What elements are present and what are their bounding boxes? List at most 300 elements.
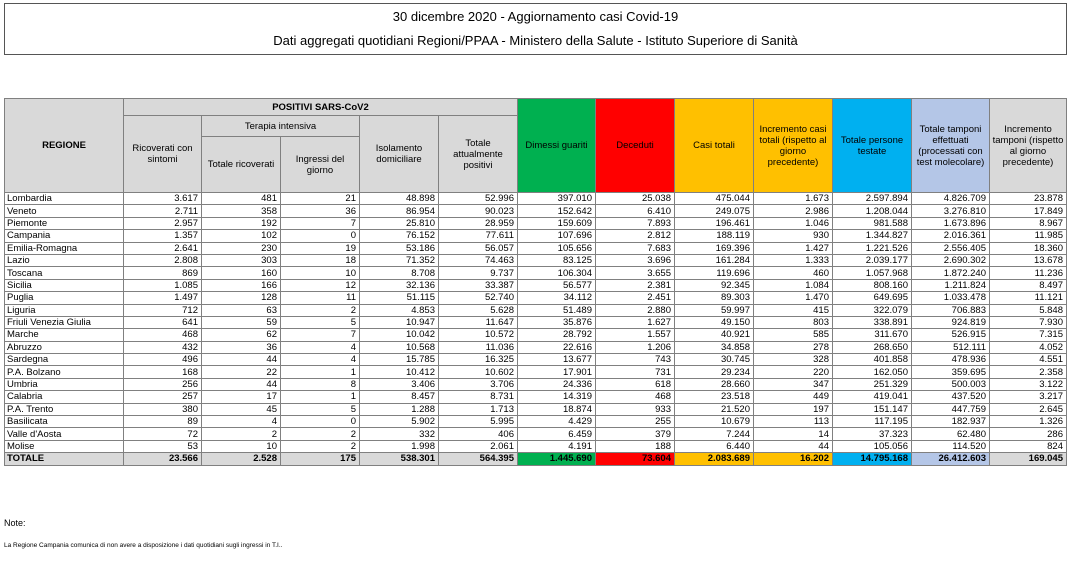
value-cell: 52.740 (439, 292, 518, 304)
table-row (5, 341, 1067, 353)
value-cell: 5.995 (439, 416, 518, 428)
value-cell: 2.812 (596, 230, 675, 242)
value-cell: 332 (360, 428, 439, 440)
value-cell: 1.998 (360, 440, 439, 452)
value-cell: 432 (124, 341, 202, 353)
value-cell: 45 (202, 403, 281, 415)
value-cell: 1 (281, 391, 360, 403)
value-cell: 37.323 (833, 428, 912, 440)
value-cell: 71.352 (360, 254, 439, 266)
value-cell: 397.010 (518, 193, 596, 205)
value-cell: 105.056 (833, 440, 912, 452)
value-cell: 28.792 (518, 329, 596, 341)
total-value-cell: 1.445.690 (518, 453, 596, 465)
table-row (5, 230, 1067, 242)
value-cell: 44 (754, 440, 833, 452)
value-cell: 256 (124, 378, 202, 390)
table-row (5, 205, 1067, 217)
value-cell: 2 (281, 428, 360, 440)
total-value-cell: 564.395 (439, 453, 518, 465)
value-cell: 197 (754, 403, 833, 415)
region-name-cell: Umbria (5, 378, 124, 390)
value-cell: 1.211.824 (912, 279, 990, 291)
table-row (5, 267, 1067, 279)
value-cell: 255 (596, 416, 675, 428)
value-cell: 13.677 (518, 354, 596, 366)
value-cell: 359.695 (912, 366, 990, 378)
value-cell: 8.708 (360, 267, 439, 279)
value-cell: 17.849 (990, 205, 1067, 217)
header-ricoverati: Ricoverati con sintomi (124, 116, 202, 193)
value-cell: 18.360 (990, 242, 1067, 254)
value-cell: 3.217 (990, 391, 1067, 403)
value-cell: 649.695 (833, 292, 912, 304)
value-cell: 114.520 (912, 440, 990, 452)
region-name-cell: Piemonte (5, 217, 124, 229)
value-cell: 1.357 (124, 230, 202, 242)
value-cell: 56.577 (518, 279, 596, 291)
value-cell: 168 (124, 366, 202, 378)
value-cell: 2.358 (990, 366, 1067, 378)
region-name-cell: Abruzzo (5, 341, 124, 353)
value-cell: 930 (754, 230, 833, 242)
value-cell: 11.985 (990, 230, 1067, 242)
table-row (5, 403, 1067, 415)
value-cell: 13.678 (990, 254, 1067, 266)
value-cell: 731 (596, 366, 675, 378)
table-row (5, 279, 1067, 291)
value-cell: 618 (596, 378, 675, 390)
header-incremento-casi: Incremento casi totali (rispetto al giorno precedente) (754, 99, 833, 193)
value-cell: 40.921 (675, 329, 754, 341)
table-row (5, 292, 1067, 304)
value-cell: 1.288 (360, 403, 439, 415)
value-cell: 53.186 (360, 242, 439, 254)
value-cell: 447.759 (912, 403, 990, 415)
table-row (5, 428, 1067, 440)
value-cell: 2.556.405 (912, 242, 990, 254)
value-cell: 401.858 (833, 354, 912, 366)
value-cell: 24.336 (518, 378, 596, 390)
value-cell: 32.136 (360, 279, 439, 291)
value-cell: 51.115 (360, 292, 439, 304)
value-cell: 6.459 (518, 428, 596, 440)
value-cell: 706.883 (912, 304, 990, 316)
value-cell: 1.557 (596, 329, 675, 341)
region-name-cell: Marche (5, 329, 124, 341)
value-cell: 7.893 (596, 217, 675, 229)
table-row (5, 366, 1067, 378)
value-cell: 11.121 (990, 292, 1067, 304)
value-cell: 2.880 (596, 304, 675, 316)
value-cell: 5.628 (439, 304, 518, 316)
value-cell: 1.673 (754, 193, 833, 205)
value-cell: 76.152 (360, 230, 439, 242)
total-value-cell: 73.604 (596, 453, 675, 465)
header-dimessi: Dimessi guariti (518, 99, 596, 193)
value-cell: 10 (281, 267, 360, 279)
value-cell: 2.039.177 (833, 254, 912, 266)
value-cell: 56.057 (439, 242, 518, 254)
value-cell: 8.457 (360, 391, 439, 403)
value-cell: 15.785 (360, 354, 439, 366)
value-cell: 19 (281, 242, 360, 254)
value-cell: 59.997 (675, 304, 754, 316)
value-cell: 251.329 (833, 378, 912, 390)
value-cell: 437.520 (912, 391, 990, 403)
header-regione: REGIONE (5, 99, 124, 193)
value-cell: 2 (281, 440, 360, 452)
value-cell: 1.326 (990, 416, 1067, 428)
table-row (5, 242, 1067, 254)
value-cell: 18.874 (518, 403, 596, 415)
value-cell: 2.808 (124, 254, 202, 266)
value-cell: 3.655 (596, 267, 675, 279)
value-cell: 449 (754, 391, 833, 403)
value-cell: 7.315 (990, 329, 1067, 341)
value-cell: 869 (124, 267, 202, 279)
table-row (5, 316, 1067, 328)
value-cell: 22 (202, 366, 281, 378)
value-cell: 526.915 (912, 329, 990, 341)
value-cell: 14.319 (518, 391, 596, 403)
value-cell: 89.303 (675, 292, 754, 304)
value-cell: 7.244 (675, 428, 754, 440)
region-name-cell: P.A. Trento (5, 403, 124, 415)
value-cell: 3.406 (360, 378, 439, 390)
value-cell: 2.061 (439, 440, 518, 452)
region-name-cell: Valle d'Aosta (5, 428, 124, 440)
region-name-cell: Veneto (5, 205, 124, 217)
value-cell: 49.150 (675, 316, 754, 328)
value-cell: 9.737 (439, 267, 518, 279)
value-cell: 1.673.896 (912, 217, 990, 229)
value-cell: 106.304 (518, 267, 596, 279)
value-cell: 11 (281, 292, 360, 304)
value-cell: 152.642 (518, 205, 596, 217)
value-cell: 10.568 (360, 341, 439, 353)
value-cell: 1.206 (596, 341, 675, 353)
value-cell: 1 (281, 366, 360, 378)
value-cell: 286 (990, 428, 1067, 440)
value-cell: 2.645 (990, 403, 1067, 415)
value-cell: 89 (124, 416, 202, 428)
value-cell: 1.470 (754, 292, 833, 304)
value-cell: 35.876 (518, 316, 596, 328)
value-cell: 4.551 (990, 354, 1067, 366)
value-cell: 2.711 (124, 205, 202, 217)
value-cell: 23.878 (990, 193, 1067, 205)
header-deceduti: Deceduti (596, 99, 675, 193)
value-cell: 249.075 (675, 205, 754, 217)
value-cell: 44 (202, 354, 281, 366)
table-row (5, 378, 1067, 390)
value-cell: 2.690.302 (912, 254, 990, 266)
total-value-cell: 16.202 (754, 453, 833, 465)
value-cell: 496 (124, 354, 202, 366)
value-cell: 824 (990, 440, 1067, 452)
value-cell: 52.996 (439, 193, 518, 205)
value-cell: 166 (202, 279, 281, 291)
value-cell: 585 (754, 329, 833, 341)
value-cell: 2 (202, 428, 281, 440)
total-value-cell: 2.528 (202, 453, 281, 465)
value-cell: 113 (754, 416, 833, 428)
covid-data-table (4, 98, 1067, 466)
value-cell: 419.041 (833, 391, 912, 403)
value-cell: 3.696 (596, 254, 675, 266)
value-cell: 48.898 (360, 193, 439, 205)
value-cell: 5.902 (360, 416, 439, 428)
value-cell: 1.084 (754, 279, 833, 291)
value-cell: 406 (439, 428, 518, 440)
total-value-cell: 2.083.689 (675, 453, 754, 465)
value-cell: 303 (202, 254, 281, 266)
value-cell: 803 (754, 316, 833, 328)
header-ti-totale: Totale ricoverati (202, 137, 281, 193)
total-value-cell: 14.795.168 (833, 453, 912, 465)
totals-label-cell: TOTALE (5, 453, 124, 465)
region-name-cell: Molise (5, 440, 124, 452)
total-value-cell: 26.412.603 (912, 453, 990, 465)
value-cell: 74.463 (439, 254, 518, 266)
value-cell: 481 (202, 193, 281, 205)
value-cell: 14 (754, 428, 833, 440)
value-cell: 62.480 (912, 428, 990, 440)
value-cell: 36 (281, 205, 360, 217)
value-cell: 30.745 (675, 354, 754, 366)
header-terapia-intensiva: Terapia intensiva (202, 116, 360, 137)
value-cell: 1.333 (754, 254, 833, 266)
value-cell: 358 (202, 205, 281, 217)
value-cell: 8.731 (439, 391, 518, 403)
value-cell: 4.853 (360, 304, 439, 316)
value-cell: 90.023 (439, 205, 518, 217)
value-cell: 10 (202, 440, 281, 452)
value-cell: 192 (202, 217, 281, 229)
value-cell: 161.284 (675, 254, 754, 266)
value-cell: 338.891 (833, 316, 912, 328)
value-cell: 21.520 (675, 403, 754, 415)
value-cell: 7 (281, 217, 360, 229)
value-cell: 311.670 (833, 329, 912, 341)
value-cell: 59 (202, 316, 281, 328)
value-cell: 159.609 (518, 217, 596, 229)
value-cell: 712 (124, 304, 202, 316)
value-cell: 1.085 (124, 279, 202, 291)
value-cell: 1.627 (596, 316, 675, 328)
value-cell: 475.044 (675, 193, 754, 205)
value-cell: 3.706 (439, 378, 518, 390)
value-cell: 10.042 (360, 329, 439, 341)
value-cell: 4.052 (990, 341, 1067, 353)
region-name-cell: Toscana (5, 267, 124, 279)
value-cell: 160 (202, 267, 281, 279)
value-cell: 11.647 (439, 316, 518, 328)
value-cell: 36 (202, 341, 281, 353)
value-cell: 6.410 (596, 205, 675, 217)
total-value-cell: 538.301 (360, 453, 439, 465)
value-cell: 7.930 (990, 316, 1067, 328)
value-cell: 415 (754, 304, 833, 316)
value-cell: 62 (202, 329, 281, 341)
value-cell: 3.617 (124, 193, 202, 205)
value-cell: 8 (281, 378, 360, 390)
region-name-cell: Lazio (5, 254, 124, 266)
value-cell: 18 (281, 254, 360, 266)
region-name-cell: Sardegna (5, 354, 124, 366)
value-cell: 1.427 (754, 242, 833, 254)
value-cell: 22.616 (518, 341, 596, 353)
value-cell: 257 (124, 391, 202, 403)
header-tamponi: Totale tamponi effettuati (processati con test molecolare) (912, 99, 990, 193)
value-cell: 11.236 (990, 267, 1067, 279)
value-cell: 1.208.044 (833, 205, 912, 217)
value-cell: 328 (754, 354, 833, 366)
value-cell: 12 (281, 279, 360, 291)
value-cell: 10.679 (675, 416, 754, 428)
value-cell: 2.957 (124, 217, 202, 229)
total-value-cell: 175 (281, 453, 360, 465)
value-cell: 2.016.361 (912, 230, 990, 242)
value-cell: 1.713 (439, 403, 518, 415)
value-cell: 5 (281, 316, 360, 328)
header-casi-totali: Casi totali (675, 99, 754, 193)
value-cell: 0 (281, 230, 360, 242)
value-cell: 220 (754, 366, 833, 378)
report-title: 30 dicembre 2020 - Aggiornamento casi Covid-19 (392, 9, 679, 24)
value-cell: 2.641 (124, 242, 202, 254)
header-positivi: POSITIVI SARS-CoV2 (124, 99, 518, 116)
value-cell: 8.967 (990, 217, 1067, 229)
notes-text: La Regione Campania comunica di non avere a disposizione i dati quotidiani sugli ingressi in T.I.. (4, 542, 283, 549)
value-cell: 3.122 (990, 378, 1067, 390)
region-name-cell: Basilicata (5, 416, 124, 428)
value-cell: 34.858 (675, 341, 754, 353)
value-cell: 1.046 (754, 217, 833, 229)
value-cell: 77.611 (439, 230, 518, 242)
value-cell: 230 (202, 242, 281, 254)
value-cell: 268.650 (833, 341, 912, 353)
value-cell: 4 (281, 354, 360, 366)
value-cell: 4.826.709 (912, 193, 990, 205)
value-cell: 25.038 (596, 193, 675, 205)
report-subtitle: Dati aggregati quotidiani Regioni/PPAA - Ministero della Salute - Istituto Superiore di Sanità (273, 33, 798, 48)
value-cell: 10.947 (360, 316, 439, 328)
value-cell: 7 (281, 329, 360, 341)
value-cell: 2 (281, 304, 360, 316)
total-value-cell: 169.045 (990, 453, 1067, 465)
value-cell: 468 (124, 329, 202, 341)
table-row (5, 217, 1067, 229)
value-cell: 1.497 (124, 292, 202, 304)
value-cell: 188 (596, 440, 675, 452)
value-cell: 379 (596, 428, 675, 440)
value-cell: 322.079 (833, 304, 912, 316)
value-cell: 102 (202, 230, 281, 242)
value-cell: 924.819 (912, 316, 990, 328)
table-row (5, 304, 1067, 316)
table-row (5, 416, 1067, 428)
value-cell: 107.696 (518, 230, 596, 242)
value-cell: 83.125 (518, 254, 596, 266)
value-cell: 23.518 (675, 391, 754, 403)
value-cell: 17 (202, 391, 281, 403)
value-cell: 641 (124, 316, 202, 328)
value-cell: 44 (202, 378, 281, 390)
value-cell: 86.954 (360, 205, 439, 217)
value-cell: 28.959 (439, 217, 518, 229)
value-cell: 7.683 (596, 242, 675, 254)
table-row (5, 193, 1067, 205)
value-cell: 72 (124, 428, 202, 440)
value-cell: 25.810 (360, 217, 439, 229)
value-cell: 2.597.894 (833, 193, 912, 205)
notes-label: Note: (4, 518, 26, 528)
value-cell: 2.381 (596, 279, 675, 291)
value-cell: 808.160 (833, 279, 912, 291)
value-cell: 4 (202, 416, 281, 428)
value-cell: 4.191 (518, 440, 596, 452)
value-cell: 169.396 (675, 242, 754, 254)
value-cell: 460 (754, 267, 833, 279)
value-cell: 128 (202, 292, 281, 304)
value-cell: 117.195 (833, 416, 912, 428)
table-row (5, 391, 1067, 403)
region-name-cell: Sicilia (5, 279, 124, 291)
value-cell: 512.111 (912, 341, 990, 353)
value-cell: 92.345 (675, 279, 754, 291)
value-cell: 196.461 (675, 217, 754, 229)
value-cell: 347 (754, 378, 833, 390)
value-cell: 1.221.526 (833, 242, 912, 254)
value-cell: 151.147 (833, 403, 912, 415)
value-cell: 10.572 (439, 329, 518, 341)
value-cell: 162.050 (833, 366, 912, 378)
table-row (5, 329, 1067, 341)
value-cell: 1.057.968 (833, 267, 912, 279)
region-name-cell: Liguria (5, 304, 124, 316)
value-cell: 933 (596, 403, 675, 415)
value-cell: 8.497 (990, 279, 1067, 291)
value-cell: 1.033.478 (912, 292, 990, 304)
value-cell: 2.451 (596, 292, 675, 304)
value-cell: 21 (281, 193, 360, 205)
value-cell: 500.003 (912, 378, 990, 390)
value-cell: 6.440 (675, 440, 754, 452)
value-cell: 105.656 (518, 242, 596, 254)
region-name-cell: Campania (5, 230, 124, 242)
value-cell: 10.602 (439, 366, 518, 378)
table-row (5, 440, 1067, 452)
value-cell: 981.588 (833, 217, 912, 229)
value-cell: 63 (202, 304, 281, 316)
header-isolamento: Isolamento domiciliare (360, 116, 439, 193)
value-cell: 278 (754, 341, 833, 353)
value-cell: 743 (596, 354, 675, 366)
totals-row (5, 453, 1067, 465)
value-cell: 182.937 (912, 416, 990, 428)
region-name-cell: Calabria (5, 391, 124, 403)
value-cell: 33.387 (439, 279, 518, 291)
value-cell: 34.112 (518, 292, 596, 304)
value-cell: 188.119 (675, 230, 754, 242)
value-cell: 11.036 (439, 341, 518, 353)
table-row (5, 254, 1067, 266)
region-name-cell: Friuli Venezia Giulia (5, 316, 124, 328)
value-cell: 10.412 (360, 366, 439, 378)
value-cell: 478.936 (912, 354, 990, 366)
